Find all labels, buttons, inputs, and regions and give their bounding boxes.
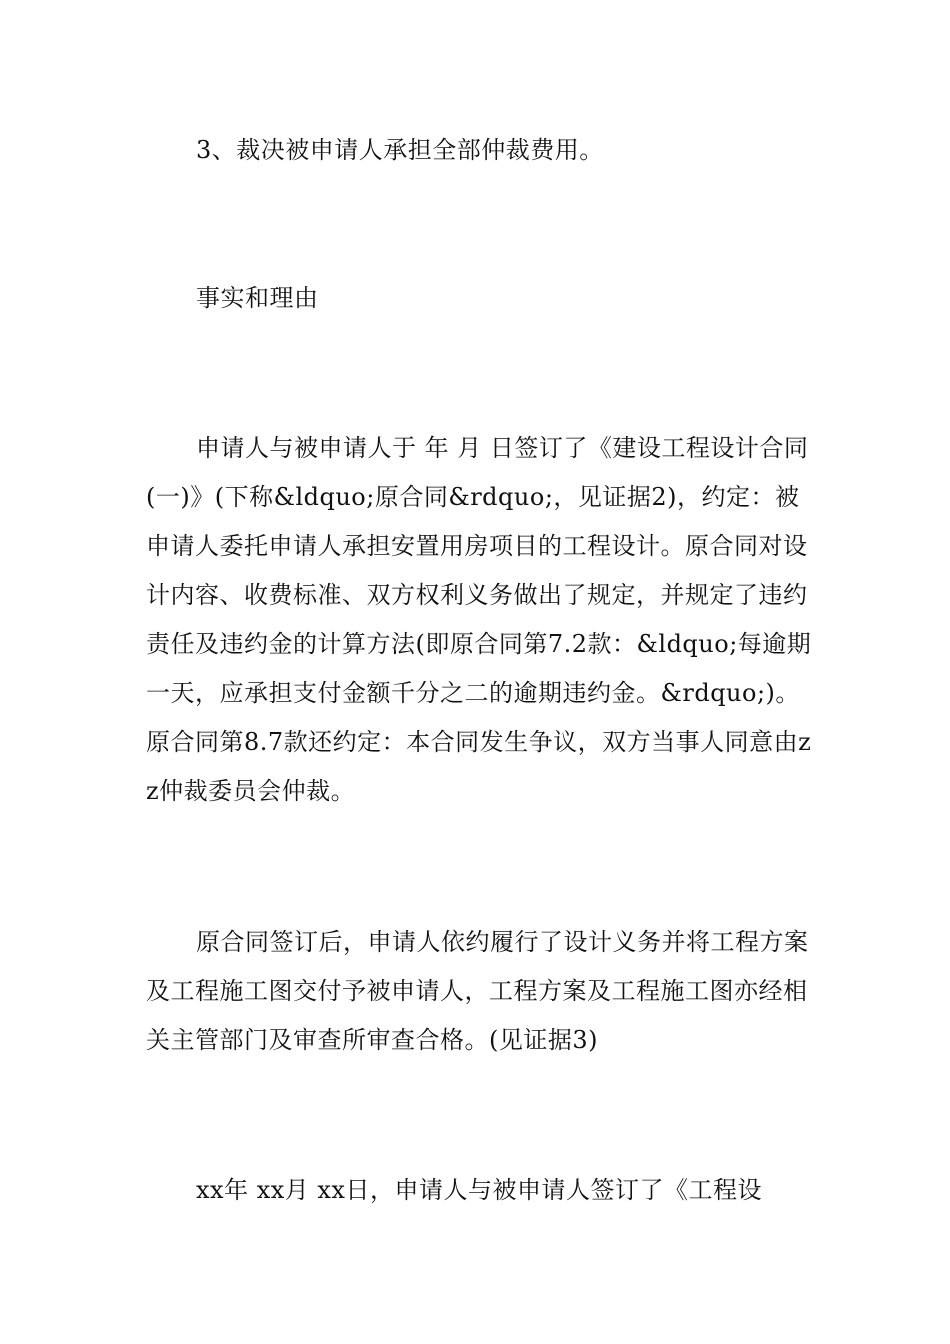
paragraph-arbitration-fee: 3、裁决被申请人承担全部仲裁费用。 [196,136,604,164]
paragraph-contract-performance: 原合同签订后，申请人依约履行了设计义务并将工程方案及工程施工图交付予被申请人，工程方案及工程施工图亦经相关主管部门及审查所审查合格。(见证据3) [146,928,809,1054]
paragraph-second-contract: xx年 xx月 xx日，申请人与被申请人签订了《工程设 [196,1176,762,1204]
paragraph-original-contract: 申请人与被申请人于 年 月 日签订了《建设工程设计合同(一)》(下称&ldquo;原合同&rdquo;，见证据2)，约定：被申请人委托申请人承担安置用房项目的工程设计。原合同对设计内容、收费标准、双方权利义务做出了规定，并规定了违约责任及违约金的计算方法(即原合同第7.2款：&ldquo;每逾期一天，应承担支付金额千分之二的逾期违约金。&rdquo;)。原合同第8.7款还约定：本合同发生争议，双方当事人同意由zz仲裁委员会仲裁。 [146,434,812,805]
section-heading-facts-and-reasons: 事实和理由 [196,284,319,312]
